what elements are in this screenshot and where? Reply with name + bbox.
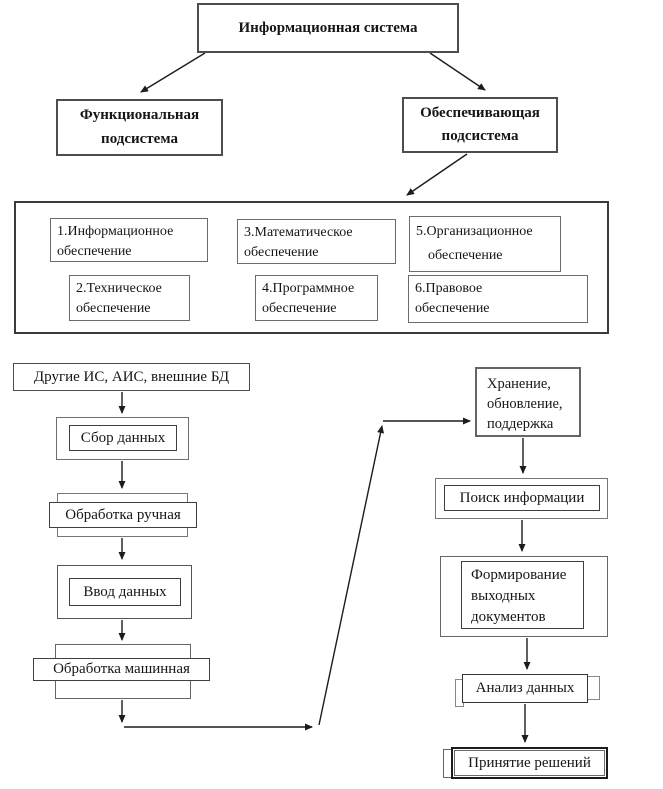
node-label: Хранение,	[487, 376, 551, 392]
node-label: поддержка	[487, 416, 554, 432]
node-label: 3.Математическое	[244, 225, 353, 240]
node-label: Формирование	[471, 567, 567, 583]
node-information-search	[435, 478, 608, 519]
node-support-legal	[408, 275, 588, 323]
node-label: Анализ данных	[475, 680, 575, 696]
node-manual-processing	[49, 502, 197, 528]
node-label: Обработка машинная	[53, 661, 190, 677]
arrow-providing-to-support-block	[407, 154, 467, 195]
node-label: обеспечение	[262, 301, 337, 316]
node-information-system	[197, 3, 459, 53]
node-decision-making-frame	[454, 750, 605, 776]
node-data-input-frame	[69, 578, 181, 606]
node-label: обеспечение	[415, 301, 490, 316]
node-label: обновление,	[487, 396, 563, 412]
node-label: 6.Правовое	[415, 281, 483, 296]
node-label: подсистема	[441, 128, 519, 144]
node-functional-subsystem	[56, 99, 223, 156]
node-label: обеспечение	[76, 301, 151, 316]
node-label: Принятие решений	[468, 754, 591, 771]
node-support-software	[255, 275, 378, 321]
node-label: подсистема	[101, 130, 178, 147]
node-label: выходных	[471, 588, 536, 604]
node-label: обеспечение	[428, 248, 503, 263]
node-label: Функциональная	[79, 107, 200, 124]
node-support-organizational	[409, 216, 561, 272]
node-label: 4.Программное	[262, 281, 355, 296]
node-support-mathematical	[237, 219, 396, 264]
arrow-infosystem-to-providing	[430, 53, 485, 90]
node-decision-making	[451, 747, 608, 779]
node-output-documents	[440, 556, 608, 637]
node-label: 2.Техническое	[76, 281, 162, 296]
node-data-collection-frame	[69, 425, 177, 451]
arrow-infosystem-to-functional	[141, 53, 205, 92]
node-machine-processing	[33, 658, 210, 681]
node-information-search-frame	[444, 485, 600, 511]
node-output-documents-frame	[461, 561, 584, 629]
node-data-input	[57, 565, 192, 619]
node-support-informational	[50, 218, 208, 262]
node-label: обеспечение	[244, 245, 319, 260]
node-data-analysis-right-tab	[586, 676, 600, 700]
node-label: 5.Организационное	[416, 224, 533, 239]
node-label: документов	[471, 609, 546, 625]
node-external-sources	[13, 363, 250, 391]
node-label: Другие ИС, АИС, внешние БД	[33, 368, 230, 385]
node-label: 1.Информационное	[57, 224, 174, 239]
node-label: Поиск информации	[459, 489, 585, 506]
node-data-analysis	[462, 674, 588, 703]
node-label: Ввод данных	[83, 583, 167, 600]
node-data-collection	[56, 417, 189, 460]
node-label: Сбор данных	[80, 429, 166, 446]
node-label: Информационная система	[238, 19, 418, 36]
node-label: Обеспечивающая	[420, 105, 540, 121]
arrow-diagonal-up	[319, 426, 382, 725]
node-label: Обработка ручная	[65, 506, 181, 523]
node-label: обеспечение	[57, 244, 132, 259]
node-providing-subsystem	[402, 97, 558, 153]
node-storage-update-support	[475, 367, 581, 437]
node-support-technical	[69, 275, 190, 321]
